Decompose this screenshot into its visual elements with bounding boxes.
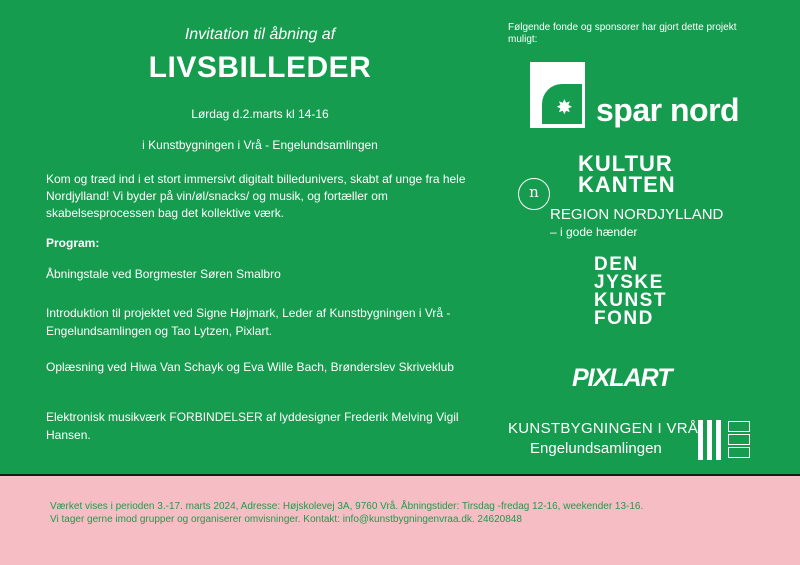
kulturkanten-line: KULTUR	[578, 151, 673, 176]
kulturkanten-line: KANTEN	[578, 172, 676, 197]
kunstbygningen-mark-icon	[698, 420, 754, 460]
footer-info	[50, 500, 770, 526]
program-title: Program:	[46, 236, 100, 250]
region-nordjylland-icon: n	[518, 178, 550, 210]
engelundsamlingen-name: Engelundsamlingen	[530, 440, 662, 457]
kunstfond-line: JYSKE	[594, 272, 664, 293]
spar-nord-mark-icon	[530, 62, 585, 128]
event-venue: i Kunstbygningen i Vrå - Engelundsamlingen	[142, 138, 378, 152]
kunstfond-line: FOND	[594, 308, 654, 329]
spar-nord-wordmark: spar nord	[596, 92, 740, 128]
program-item: Introduktion til projektet ved Signe Højmark, Leder af Kunstbygningen i Vrå - Engelundsamlingen og Tao Lytzen, Pixlart.	[46, 306, 451, 338]
program-item: Åbningstale ved Borgmester Søren Smalbro	[46, 267, 281, 281]
program-item: Elektronisk musikværk FORBINDELSER af lyddesigner Frederik Melving Vigil Hansen.	[46, 410, 459, 442]
program-item: Oplæsning ved Hiwa Van Schayk og Eva Wille Bach, Brønderslev Skriveklub	[46, 360, 454, 374]
footer-line: Vi tager gerne imod grupper og organiserer omvisninger. Kontakt: info@kunstbygningenvraa.dk. 24620848	[50, 514, 522, 525]
invitation-heading: Invitation til åbning af	[184, 26, 336, 43]
footer-line: Værket vises i perioden 3.-17. marts 2024, Adresse: Højskolevej 3A, 9760 Vrå. Åbningstider: Tirsdag -fredag 12-16, weekender 13-16.	[50, 501, 644, 512]
event-title: LIVSBILLEDER	[148, 51, 372, 84]
star-icon: ✸	[556, 97, 573, 119]
kulturkanten-logo	[578, 153, 676, 195]
den-jyske-kunstfond-logo	[594, 256, 667, 328]
region-nordjylland-tagline: – i gode hænder	[550, 225, 638, 239]
region-nordjylland-name: REGION NORDJYLLAND	[550, 206, 724, 223]
event-description: Kom og træd ind i et stort immersivt digitalt billedunivers, skabt af unge fra hele Nordjylland! Vi byder på vin/øl/snacks/ og musik, og fortæller om skabelsesprocessen bag det kollektive værk.	[46, 172, 466, 220]
kunstfond-line: KUNST	[594, 290, 667, 311]
sponsors-intro: Følgende fonde og sponsorer har gjort dette projekt muligt:	[508, 22, 737, 45]
kunstbygningen-name: KUNSTBYGNINGEN I VRÅ	[508, 420, 699, 437]
kunstfond-line: DEN	[594, 254, 639, 275]
pixlart-logo: PIXLART	[572, 364, 672, 392]
spar-nord-logo	[530, 62, 760, 132]
event-date: Lørdag d.2.marts kl 14-16	[191, 107, 329, 121]
